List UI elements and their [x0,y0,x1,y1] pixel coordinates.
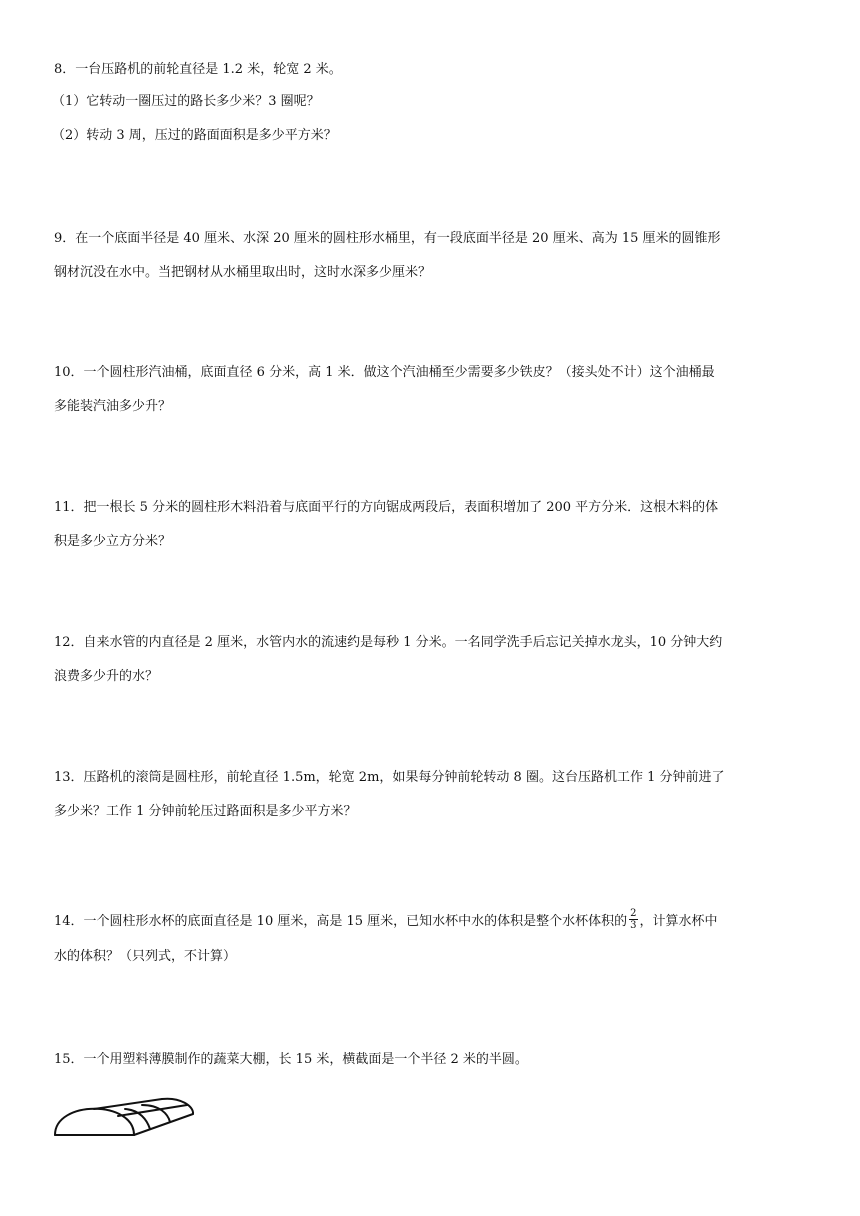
q15-stem: 15．一个用塑料薄膜制作的蔬菜大棚，长 15 米，横截面是一个半径 2 米的半圆。 [54,1052,528,1067]
q12-line1: 12．自来水管的内直径是 2 厘米，水管内水的流速约是每秒 1 分米。一名同学洗手后忘记关掉水龙头，10 分钟大约 [54,635,723,650]
q12-line2: 浪费多少升的水？ [54,669,159,684]
q9-line2: 钢材沉没在水中。当把钢材从水桶里取出时，这时水深多少厘米？ [54,265,432,280]
q9-line1: 9．在一个底面半径是 40 厘米、水深 20 厘米的圆柱形水桶里，有一段底面半径是 20 厘米、高为 15 厘米的圆锥形 [54,231,721,246]
q13-line1: 13．压路机的滚筒是圆柱形，前轮直径 1.5m，轮宽 2m，如果每分钟前轮转动 8 圈。这台压路机工作 1 分钟前进了 [54,770,725,785]
q14-line1-before: 14．一个圆柱形水杯的底面直径是 10 厘米，高是 15 厘米，已知水杯中水的体积是整个水杯体积的 [54,914,628,929]
fraction-denominator: 3 [630,920,637,931]
q14-line1 [54,910,718,933]
q8-stem: 8．一台压路机的前轮直径是 1.2 米，轮宽 2 米。 [54,62,342,77]
fraction-numerator: 2 [630,908,637,919]
q13-line2: 多少米？工作 1 分钟前轮压过路面积是多少平方米？ [54,804,357,819]
greenhouse-illustration [52,1084,197,1140]
q8-part2: （2）转动 3 周，压过的路面面积是多少平方米？ [52,128,337,143]
q10-line2: 多能装汽油多少升？ [54,399,172,414]
q14-line2: 水的体积？（只列式，不计算） [54,949,237,964]
q8-part1: （1）它转动一圈压过的路长多少米？3 圈呢？ [52,94,320,109]
fraction-two-thirds [629,908,637,931]
q10-line1: 10．一个圆柱形汽油桶，底面直径 6 分米，高 1 米．做这个汽油桶至少需要多少铁皮？（接头处不计）这个油桶最 [54,365,715,380]
q11-line1: 11．把一根长 5 分米的圆柱形木料沿着与底面平行的方向锯成两段后，表面积增加了 200 平方分米．这根木料的体 [54,500,719,515]
q11-line2: 积是多少立方分米？ [54,534,172,549]
q14-line1-after: ，计算水杯中 [639,914,718,929]
